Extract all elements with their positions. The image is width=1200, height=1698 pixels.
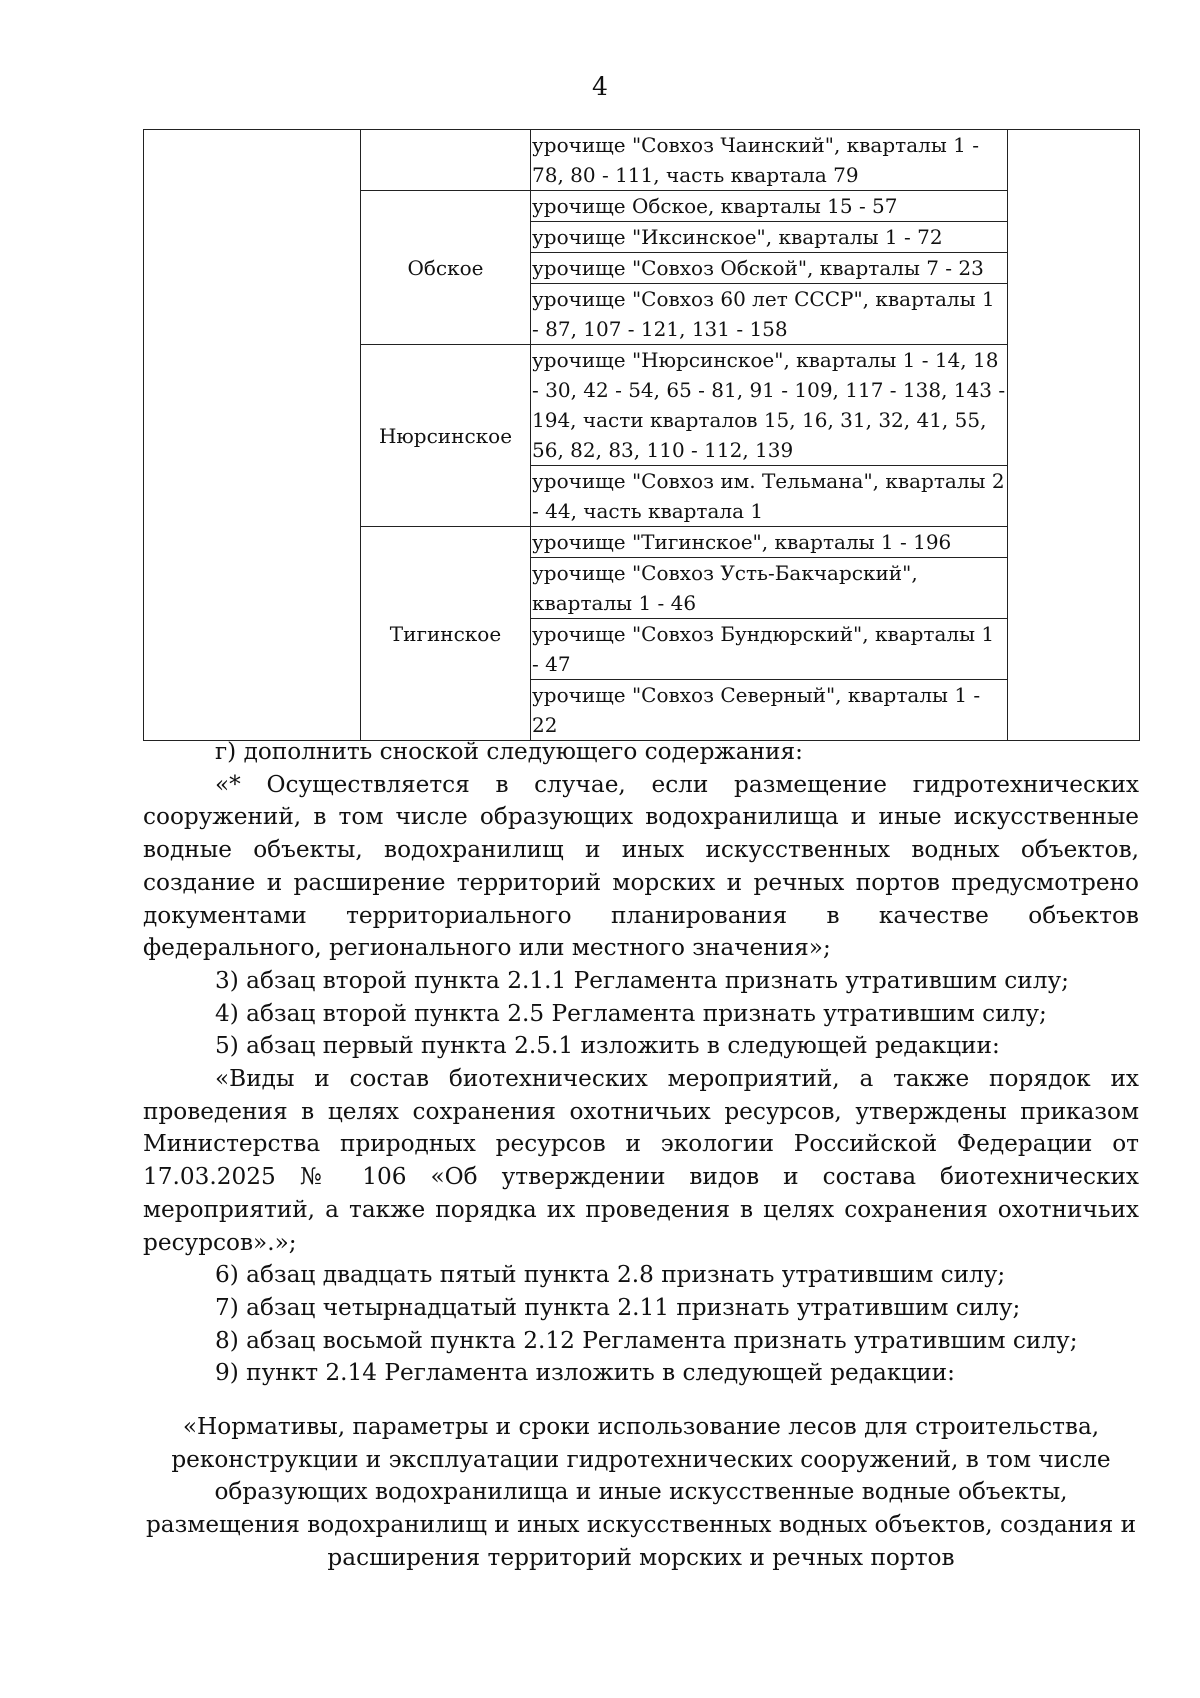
district-cell: Тигинское — [361, 527, 531, 741]
page-number: 4 — [592, 72, 608, 101]
body-text — [143, 736, 1139, 1390]
tract-cell: урочище "Совхоз Усть-Бакчарский", кварталы 1 - 46 — [531, 558, 1008, 619]
paragraph: 7) абзац четырнадцатый пункта 2.11 признать утратившим силу; — [215, 1293, 1021, 1321]
tract-cell: урочище "Иксинское", кварталы 1 - 72 — [531, 222, 1008, 253]
tract-cell: урочище "Совхоз 60 лет СССР", кварталы 1 - 87, 107 - 121, 131 - 158 — [531, 284, 1008, 345]
paragraph: 5) абзац первый пункта 2.5.1 изложить в следующей редакции: — [215, 1032, 1000, 1060]
section-heading — [143, 1411, 1139, 1575]
forestry-table — [143, 129, 1140, 741]
paragraph: 4) абзац второй пункта 2.5 Регламента признать утратившим силу; — [215, 999, 1047, 1027]
heading-text: «Нормативы, параметры и сроки использование лесов для строительства, реконструкции и эксплуатации гидротехнических сооружений, в том числе образующих водохранилища и иные искусственные водные объекты, размещения водохранилищ и иных искусственных водных объектов, создания и расширения территорий морских и речных портов — [145, 1413, 1137, 1571]
tract-cell: урочище "Совхоз Обской", кварталы 7 - 23 — [531, 253, 1008, 284]
paragraph: 3) абзац второй пункта 2.1.1 Регламента признать утратившим силу; — [215, 966, 1069, 994]
district-cell: Нюрсинское — [361, 345, 531, 527]
paragraph: 8) абзац восьмой пункта 2.12 Регламента признать утратившим силу; — [215, 1326, 1078, 1354]
tract-cell: урочище "Тигинское", кварталы 1 - 196 — [531, 527, 1008, 558]
paragraph: «* Осуществляется в случае, если размещение гидротехнических сооружений, в том числе образующих водохранилища и иные искусственные водные объекты, водохранилищ и иных искусственных водных объектов, создание и расширение территорий морских и речных портов предусмотрено документами территориального планирования в качестве объектов федерального, регионального или местного значения»; — [143, 770, 1139, 962]
paragraph: 6) абзац двадцать пятый пункта 2.8 признать утратившим силу; — [215, 1261, 1006, 1289]
forestry-cell — [144, 130, 361, 741]
district-cell: Обское — [361, 191, 531, 345]
table-row — [144, 130, 1140, 191]
district-cell — [361, 130, 531, 191]
empty-cell — [1008, 130, 1140, 741]
paragraph: г) дополнить сноской следующего содержания: — [215, 738, 803, 765]
tract-cell: урочище "Совхоз Северный", кварталы 1 - 22 — [531, 680, 1008, 741]
paragraph: 9) пункт 2.14 Регламента изложить в следующей редакции: — [215, 1359, 955, 1387]
tract-cell: урочище Обское, кварталы 15 - 57 — [531, 191, 1008, 222]
paragraph: «Виды и состав биотехнических мероприятий, а также порядок их проведения в целях сохранения охотничьих ресурсов, утверждены приказом Министерства природных ресурсов и экологии Российской Федерации от 17.03.2025 № 106 «Об утверждении видов и состава биотехнических мероприятий, а также порядка их проведения в целях сохранения охотничьих ресурсов».»; — [143, 1065, 1139, 1256]
tract-cell: урочище "Совхоз им. Тельмана", кварталы 2 - 44, часть квартала 1 — [531, 466, 1008, 527]
tract-cell: урочище "Совхоз Бундюрский", кварталы 1 - 47 — [531, 619, 1008, 680]
tract-cell: урочище "Нюрсинское", кварталы 1 - 14, 18 - 30, 42 - 54, 65 - 81, 91 - 109, 117 - 138, 143 - 194, части кварталов 15, 16, 31, 32, 41, 55, 56, 82, 83, 110 - 112, 139 — [531, 345, 1008, 466]
tract-cell: урочище "Совхоз Чаинский", кварталы 1 - 78, 80 - 111, часть квартала 79 — [531, 130, 1008, 191]
